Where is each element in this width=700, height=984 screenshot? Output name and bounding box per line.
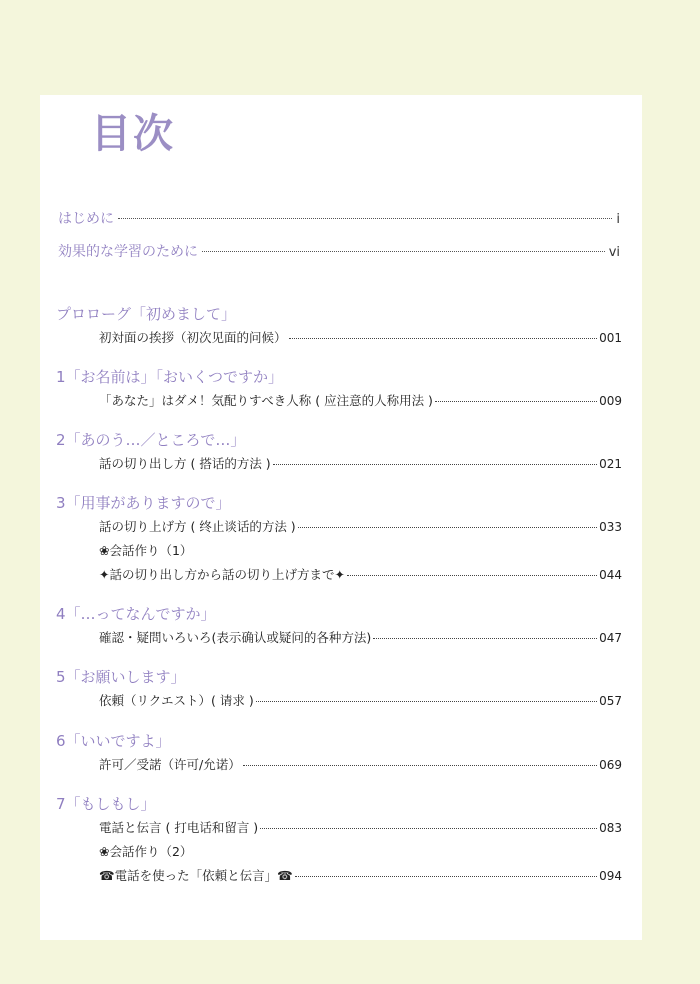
chapter-title-6[interactable]: 6「いいですよ」 [56, 732, 171, 750]
dot-leader [202, 251, 605, 252]
dot-leader [435, 401, 597, 402]
toc-entry-label: ❀会話作り（2） [99, 844, 193, 859]
dot-leader [295, 876, 597, 877]
toc-page-number: 083 [599, 821, 622, 835]
toc-entry-label: 電話と伝言 ( 打电话和留言 ) [99, 820, 259, 835]
chapter-title-1[interactable]: 1「お名前は」「おいくつですか」 [56, 368, 284, 386]
dot-leader [243, 765, 597, 766]
toc-entry[interactable] [99, 329, 622, 347]
chapter-title-4[interactable]: 4「…ってなんですか」 [56, 605, 216, 623]
chapter-title-7[interactable]: 7「もしもし」 [56, 795, 156, 813]
toc-entry-label: 初対面の挨拶（初次见面的问候） [99, 330, 287, 345]
toc-entry-label: ✦話の切り出し方から話の切り上げ方まで✦ [99, 567, 345, 582]
toc-entry[interactable] [99, 629, 622, 647]
toc-entry[interactable] [99, 692, 622, 710]
toc-entry-conversation-practice[interactable] [99, 843, 622, 861]
toc-entry-label: 効果的な学習のために [58, 244, 198, 260]
toc-entry-label: 確認・疑問いろいろ(表示确认或疑问的各种方法) [99, 630, 372, 645]
toc-entry[interactable] [99, 566, 622, 584]
toc-entry-label: 「あなた」はダメ！気配りすべき人称 ( 应注意的人称用法 ) [99, 393, 433, 408]
toc-page-number: 044 [599, 568, 622, 582]
toc-entry-label: 話の切り上げ方 ( 终止谈话的方法 ) [99, 519, 296, 534]
toc-page-number: i [616, 212, 620, 227]
toc-page-number: 057 [599, 694, 622, 708]
toc-page-number: 069 [599, 758, 622, 772]
toc-page-number: 001 [599, 331, 622, 345]
dot-leader [260, 828, 597, 829]
toc-page-number: 033 [599, 520, 622, 534]
toc-page-number: vi [608, 245, 620, 260]
dot-leader [373, 638, 597, 639]
toc-entry-study-guide[interactable] [58, 242, 620, 263]
toc-entry[interactable] [99, 392, 622, 410]
toc-entry[interactable] [99, 867, 622, 885]
toc-page-number: 021 [599, 457, 622, 471]
dot-leader [289, 338, 598, 339]
dot-leader [298, 527, 597, 528]
toc-entry-label: 許可／受諾（许可/允诺） [99, 757, 241, 772]
toc-page-number: 009 [599, 394, 622, 408]
dot-leader [273, 464, 597, 465]
chapter-title-5[interactable]: 5「お願いします」 [56, 668, 186, 686]
toc-entry-conversation-practice[interactable] [99, 542, 622, 560]
dot-leader [347, 575, 597, 576]
dot-leader [118, 218, 612, 219]
toc-entry-label: はじめに [58, 211, 114, 227]
chapter-title-3[interactable]: 3「用事がありますので」 [56, 494, 231, 512]
toc-entry-label: 依頼（リクエスト）( 请求 ) [99, 693, 254, 708]
toc-entry[interactable] [99, 819, 622, 837]
toc-entry[interactable] [99, 455, 622, 473]
toc-entry[interactable] [99, 518, 622, 536]
toc-page-number: 047 [599, 631, 622, 645]
toc-entry-label: ☎電話を使った「依頼と伝言」☎ [99, 868, 293, 883]
toc-page-number: 094 [599, 869, 622, 883]
toc-entry-hajimeni[interactable] [58, 209, 620, 230]
toc-page [40, 95, 642, 940]
toc-entry-label: ❀会話作り（1） [99, 543, 193, 558]
chapter-title-2[interactable]: 2「あのう…／ところで…」 [56, 431, 246, 449]
dot-leader [256, 701, 597, 702]
chapter-title-prologue[interactable]: プロローグ「初めまして」 [56, 305, 237, 323]
toc-entry-label: 話の切り出し方 ( 搭话的方法 ) [99, 456, 271, 471]
page-title: 目次 [91, 110, 175, 157]
toc-entry[interactable] [99, 756, 622, 774]
